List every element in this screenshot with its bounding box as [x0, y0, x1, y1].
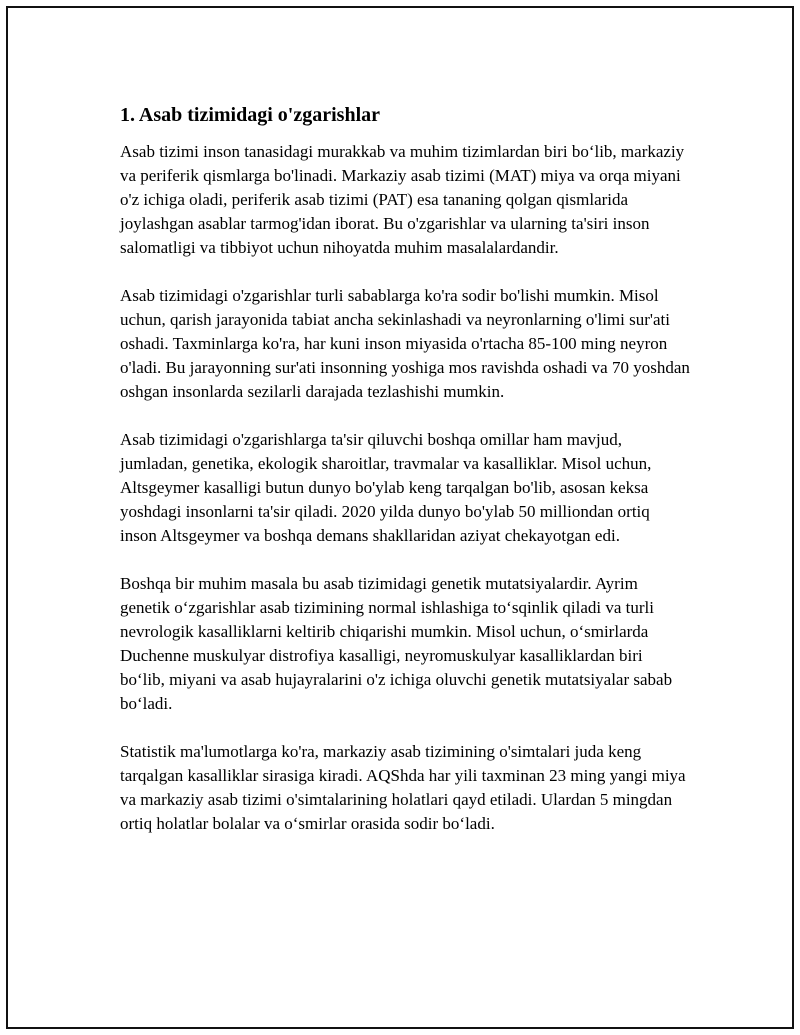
paragraph-3: Asab tizimidagi o'zgarishlarga ta'sir qiluvchi boshqa omillar ham mavjud, jumladan, genetika, ekologik sharoitlar, travmalar va kasalliklar. Misol uchun, Altsgeymer kasalligi butun dunyo bo'ylab keng tarqalgan bo'lib, asosan keksa yoshdagi insonlarni ta'sir qiladi. 2020 yilda dunyo bo'ylab 50 milliondan ortiq inson Altsgeymer va boshqa demans shakllaridan aziyat chekayotgan edi.: [120, 430, 652, 545]
paragraph-1: Asab tizimi inson tanasidagi murakkab va muhim tizimlardan biri bo‘lib, markaziy va periferik qismlarga bo'linadi. Markaziy asab tizimi (MAT) miya va orqa miyani o'z ichiga oladi, periferik asab tizimi (PAT) esa tananing qolgan qismlarida joylashgan asablar tarmog'idan iborat. Bu o'zgarishlar va ularning ta'siri inson salomatligi va tibbiyot uchun nihoyatda muhim masalalardandir.: [120, 142, 685, 257]
section-heading: 1. Asab tizimidagi o'zgarishlar: [120, 104, 380, 126]
document-body: [120, 102, 690, 836]
paragraph-5: Statistik ma'lumotlarga ko'ra, markaziy asab tizimining o'simtalari juda keng tarqalgan kasalliklar sirasiga kiradi. AQShda har yili taxminan 23 ming yangi miya va markaziy asab tizimi o'simtalarining holatlari qayd etiladi. Ulardan 5 mingdan ortiq holatlar bolalar va o‘smirlar orasida sodir bo‘ladi.: [120, 742, 686, 833]
paragraph-2: Asab tizimidagi o'zgarishlar turli sabablarga ko'ra sodir bo'lishi mumkin. Misol uchun, qarish jarayonida tabiat ancha sekinlashadi va neyronlarning o'limi sur'ati oshadi. Taxminlarga ko'ra, har kuni inson miyasida o'rtacha 85-100 ming neyron o'ladi. Bu jarayonning sur'ati insonning yoshiga mos ravishda oshadi va 70 yoshdan oshgan insonlarda sezilarli darajada tezlashishi mumkin.: [120, 286, 690, 401]
page-frame: [6, 6, 794, 1029]
paragraph-4: Boshqa bir muhim masala bu asab tizimidagi genetik mutatsiyalardir. Ayrim genetik o‘zgarishlar asab tizimining normal ishlashiga to‘sqinlik qiladi va turli nevrologik kasalliklarni keltirib chiqarishi mumkin. Misol uchun, o‘smirlarda Duchenne muskulyar distrofiya kasalligi, neyromuskulyar kasalliklardan biri bo‘lib, miyani va asab hujayralarini o'z ichiga oluvchi genetik mutatsiyalar sabab bo‘ladi.: [120, 574, 673, 713]
